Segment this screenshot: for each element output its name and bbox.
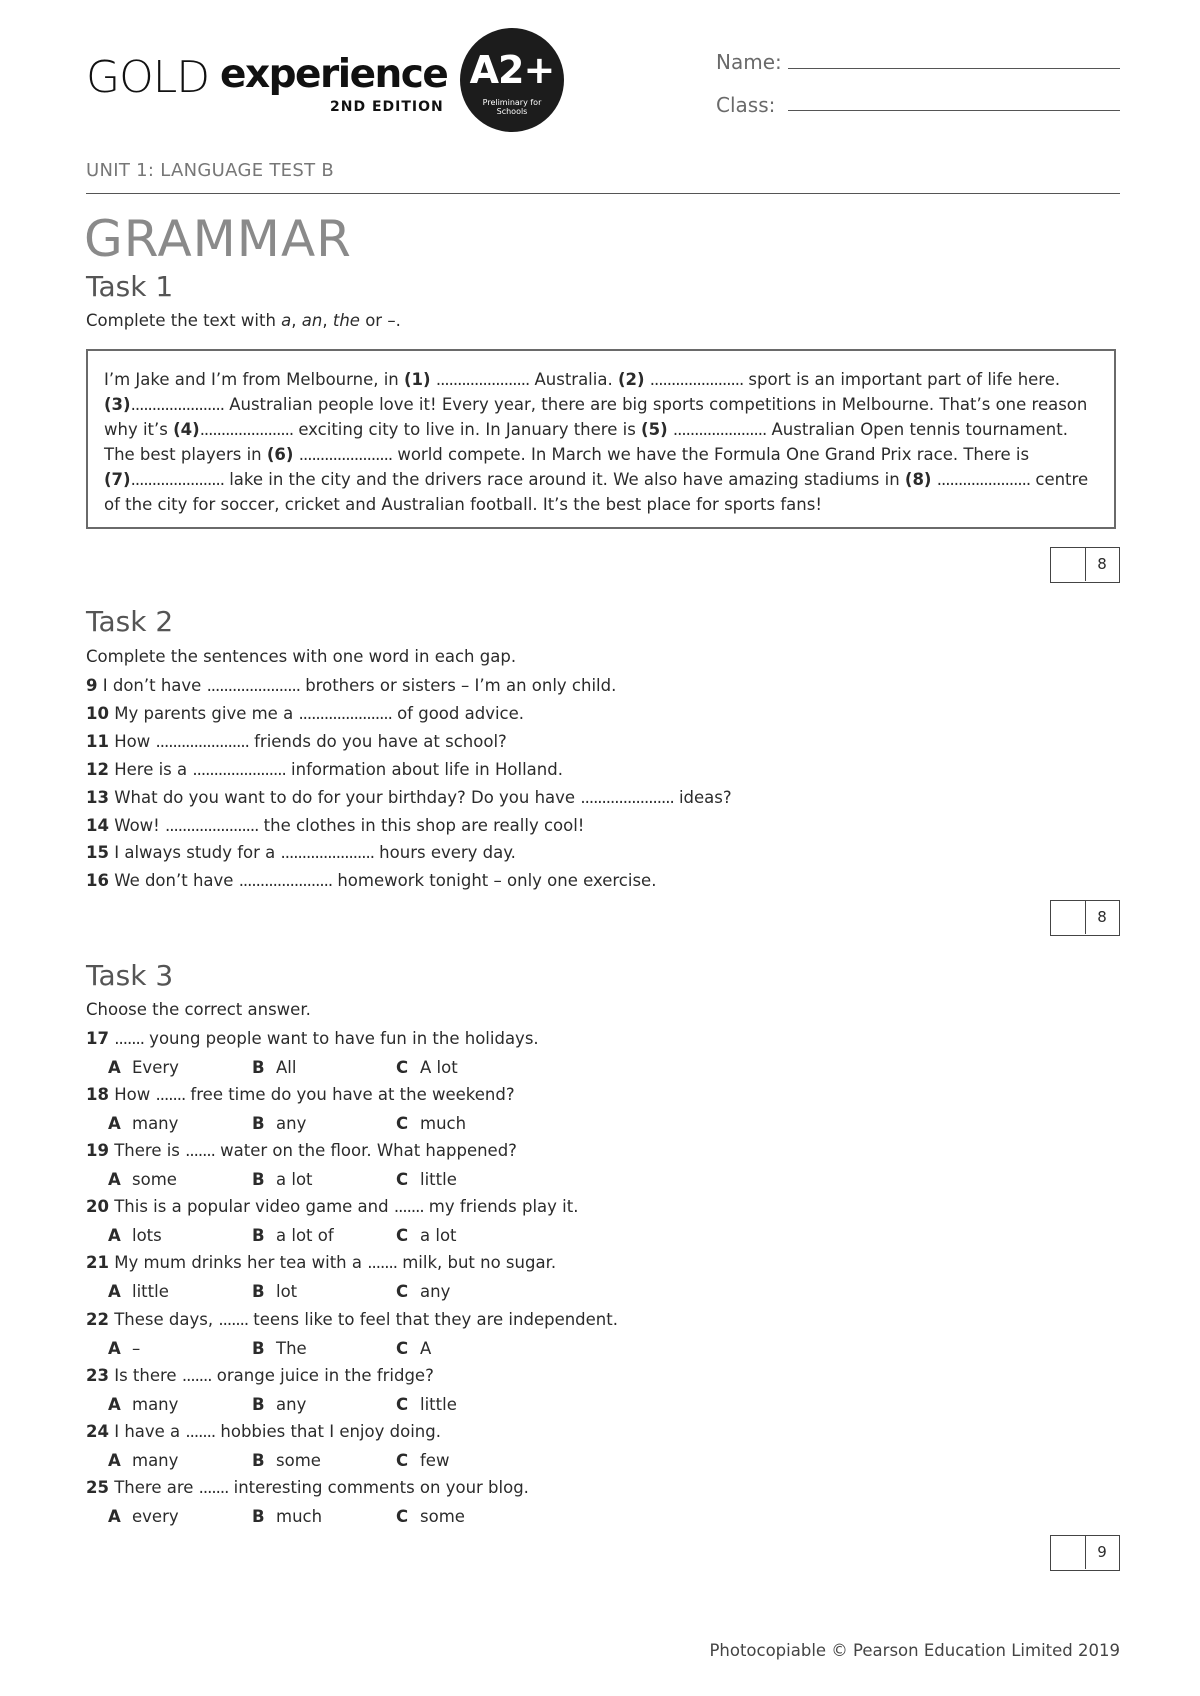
instr-sep: ,: [291, 311, 302, 330]
option-text: lot: [276, 1282, 298, 1302]
score-max: 8: [1097, 555, 1107, 573]
task2-item: [86, 843, 516, 862]
answer-gap: .......: [181, 1365, 212, 1385]
question-number: 18: [86, 1085, 109, 1105]
question-text: water on the floor. What happened?: [214, 1141, 517, 1161]
option-text: much: [420, 1114, 467, 1134]
option-text: a lot: [276, 1170, 313, 1190]
gap-8[interactable]: ......................: [936, 470, 1031, 489]
option-letter: C: [396, 1338, 409, 1358]
task2-item: [86, 760, 563, 779]
copyright-footer: Photocopiable © Pearson Education Limited 2019: [709, 1641, 1120, 1660]
option-letter: C: [396, 1450, 409, 1470]
question-text: young people want to have fun in the holidays.: [143, 1029, 539, 1048]
score-input[interactable]: [1051, 901, 1086, 934]
task2-score-box: [1050, 900, 1120, 936]
item-text: of good advice.: [391, 703, 525, 723]
gap-2[interactable]: ......................: [649, 370, 744, 389]
answer-gap[interactable]: ......................: [238, 871, 333, 891]
class-label: Class:: [716, 93, 776, 117]
option-c[interactable]: [396, 1226, 540, 1245]
question-number: 25: [86, 1477, 109, 1497]
answer-gap[interactable]: ......................: [206, 676, 300, 695]
score-input[interactable]: [1051, 548, 1086, 581]
answer-gap[interactable]: ......................: [580, 787, 674, 807]
option-letter: C: [396, 1114, 409, 1134]
option-a[interactable]: [108, 1507, 252, 1526]
answer-gap[interactable]: ......................: [155, 731, 249, 751]
question-text: Is there: [114, 1365, 182, 1385]
option-text: much: [276, 1506, 323, 1526]
option-letter: A: [108, 1394, 121, 1414]
task3-instruction: Choose the correct answer.: [86, 1000, 311, 1019]
option-text: many: [132, 1114, 179, 1134]
logo-experience: experience: [220, 52, 448, 97]
option-text: many: [132, 1394, 179, 1414]
task3-question: [86, 1310, 618, 1329]
task2-item: [86, 816, 584, 835]
task3-options: [108, 1451, 540, 1470]
task3-options: [108, 1282, 540, 1301]
task2-instruction: Complete the sentences with one word in each gap.: [86, 647, 517, 666]
passage-text: sport is an important part of life here.: [743, 370, 1061, 389]
question-text: hobbies that I enjoy doing.: [215, 1421, 441, 1441]
passage-text: centre of the city for soccer, cricket and Australian football. It’s the best place for sports fans!: [104, 470, 1089, 514]
option-a[interactable]: [108, 1339, 252, 1358]
answer-gap[interactable]: ......................: [280, 843, 374, 863]
task1-passage: [86, 349, 1116, 529]
gap-7[interactable]: ......................: [130, 470, 224, 489]
option-text: A: [420, 1338, 432, 1358]
option-text: a lot: [420, 1226, 457, 1246]
item-number: 12: [86, 759, 109, 779]
question-number: 23: [86, 1365, 109, 1385]
option-letter: A: [108, 1058, 121, 1077]
task3-options: [108, 1395, 540, 1414]
option-letter: C: [396, 1282, 409, 1302]
option-letter: B: [252, 1394, 265, 1414]
option-text: A lot: [420, 1058, 458, 1077]
option-a[interactable]: [108, 1058, 252, 1077]
score-max: 9: [1097, 1543, 1107, 1561]
option-c[interactable]: [396, 1282, 540, 1301]
gap-marker: (2): [617, 370, 645, 389]
task3-options: [108, 1339, 540, 1358]
option-text: many: [132, 1450, 179, 1470]
option-letter: A: [108, 1282, 121, 1302]
item-number: 9: [86, 676, 98, 695]
question-text: milk, but no sugar.: [396, 1253, 557, 1273]
section-title: GRAMMAR: [84, 210, 352, 268]
gap-6[interactable]: ......................: [298, 445, 393, 464]
option-text: little: [132, 1282, 169, 1302]
option-text: The: [276, 1338, 307, 1358]
name-field[interactable]: [788, 68, 1120, 69]
gap-1[interactable]: ......................: [435, 370, 530, 389]
gap-4[interactable]: ......................: [199, 420, 294, 439]
task1-score-box: [1050, 547, 1120, 583]
question-text: teens like to feel that they are independent.: [248, 1309, 618, 1329]
item-text: ideas?: [673, 787, 732, 807]
instr-text: Complete the text with: [86, 311, 282, 330]
task3-options: [108, 1058, 540, 1077]
task3-question: [86, 1366, 434, 1385]
item-number: 11: [86, 731, 109, 751]
option-b[interactable]: [252, 1507, 396, 1526]
gap-3[interactable]: ......................: [130, 395, 224, 414]
option-text: little: [420, 1170, 457, 1190]
option-letter: B: [252, 1282, 265, 1302]
option-c[interactable]: [396, 1114, 540, 1133]
item-number: 16: [86, 871, 109, 891]
item-text: Wow!: [114, 815, 166, 835]
option-c[interactable]: [396, 1507, 540, 1526]
option-letter: A: [108, 1170, 121, 1190]
item-text: friends do you have at school?: [248, 731, 507, 751]
gap-marker: (5): [641, 420, 668, 439]
option-letter: B: [252, 1114, 265, 1134]
passage-text: exciting city to live in. In January there is: [293, 420, 642, 439]
task2-item: [86, 676, 616, 695]
item-text: information about life in Holland.: [285, 759, 563, 779]
passage-text: Australian Open tennis tournament. The best players in: [104, 420, 1068, 464]
item-number: 14: [86, 815, 109, 835]
option-c[interactable]: [396, 1058, 540, 1077]
answer-gap[interactable]: ......................: [192, 759, 286, 779]
option-letter: C: [396, 1506, 409, 1526]
item-text: My parents give me a: [114, 703, 299, 723]
option-text: few: [420, 1450, 450, 1470]
item-text: I don’t have: [102, 676, 207, 695]
question-text: I have a: [114, 1421, 186, 1441]
instr-an: an: [301, 311, 323, 330]
task3-options: [108, 1507, 540, 1526]
task3-question: [86, 1029, 539, 1048]
question-text: My mum drinks her tea with a: [114, 1253, 368, 1273]
option-letter: A: [108, 1450, 121, 1470]
item-text: the clothes in this shop are really cool!: [258, 815, 585, 835]
instr-a: a: [281, 311, 292, 330]
question-text: There is: [114, 1141, 186, 1161]
answer-gap[interactable]: ......................: [165, 815, 259, 835]
option-text: some: [420, 1506, 465, 1526]
option-letter: A: [108, 1338, 121, 1358]
level-badge: [460, 28, 564, 132]
instr-sep: ,: [322, 311, 333, 330]
gap-marker: (4): [173, 420, 200, 439]
level-text: A2+: [469, 48, 555, 92]
option-c[interactable]: [396, 1451, 540, 1470]
option-letter: B: [252, 1226, 265, 1246]
gap-5[interactable]: ......................: [672, 420, 767, 439]
question-text: free time do you have at the weekend?: [185, 1085, 515, 1105]
passage-text: world compete. In March we have the Formula One Grand Prix race. There is: [392, 445, 1030, 464]
option-c[interactable]: [396, 1339, 540, 1358]
option-text: some: [132, 1170, 177, 1190]
option-a[interactable]: [108, 1395, 252, 1414]
question-number: 19: [86, 1141, 109, 1161]
option-letter: C: [396, 1226, 409, 1246]
name-label: Name:: [716, 50, 782, 74]
task3-options: [108, 1226, 540, 1245]
class-field[interactable]: [788, 110, 1120, 111]
option-b[interactable]: [252, 1170, 396, 1189]
header-divider: [86, 193, 1120, 194]
task3-question: [86, 1085, 515, 1104]
option-b[interactable]: [252, 1226, 396, 1245]
task3-question: [86, 1478, 529, 1497]
option-a[interactable]: [108, 1114, 252, 1133]
item-text: What do you want to do for your birthday? Do you have: [114, 787, 581, 807]
score-max: 8: [1097, 908, 1107, 926]
option-b[interactable]: [252, 1058, 396, 1077]
option-a[interactable]: [108, 1226, 252, 1245]
option-letter: A: [108, 1506, 121, 1526]
instr-text: or –.: [359, 311, 401, 330]
answer-gap: .......: [393, 1197, 424, 1217]
answer-gap: .......: [155, 1085, 186, 1105]
answer-gap: .......: [367, 1253, 397, 1273]
score-input[interactable]: [1051, 1536, 1086, 1569]
option-letter: B: [252, 1338, 265, 1358]
option-text: All: [276, 1058, 297, 1077]
option-letter: A: [108, 1114, 121, 1134]
option-a[interactable]: [108, 1170, 252, 1189]
gap-marker: (1): [404, 370, 431, 389]
task3-options: [108, 1170, 540, 1189]
item-text: hours every day.: [373, 843, 516, 863]
task3-question: [86, 1422, 441, 1441]
option-letter: C: [396, 1394, 409, 1414]
question-text: How: [114, 1085, 156, 1105]
logo-gold: GOLD: [86, 52, 210, 103]
question-text: There are: [114, 1477, 199, 1497]
task2-item: [86, 704, 524, 723]
answer-gap[interactable]: ......................: [298, 703, 392, 723]
task1-title: Task 1: [86, 270, 174, 303]
passage-text: I’m Jake and I’m from Melbourne, in: [104, 370, 405, 389]
question-number: 21: [86, 1253, 109, 1273]
option-letter: C: [396, 1170, 409, 1190]
task3-title: Task 3: [86, 959, 174, 992]
question-number: 17: [86, 1029, 109, 1048]
task2-item: [86, 871, 656, 890]
option-text: any: [276, 1114, 307, 1134]
task2-title: Task 2: [86, 605, 174, 638]
option-text: Every: [132, 1058, 179, 1077]
option-b[interactable]: [252, 1114, 396, 1133]
option-a[interactable]: [108, 1282, 252, 1301]
answer-gap: .......: [114, 1029, 144, 1048]
level-subtitle: Preliminary for Schools: [482, 98, 542, 116]
gap-marker: (7): [104, 470, 131, 489]
item-number: 10: [86, 703, 109, 723]
answer-gap: .......: [198, 1477, 229, 1497]
task3-question: [86, 1141, 517, 1160]
gap-marker: (6): [266, 445, 294, 464]
option-letter: B: [252, 1450, 265, 1470]
option-a[interactable]: [108, 1451, 252, 1470]
option-text: every: [132, 1506, 179, 1526]
edition-label: 2ND EDITION: [330, 99, 444, 115]
task2-item: [86, 788, 732, 807]
option-letter: B: [252, 1170, 265, 1190]
item-text: Here is a: [114, 759, 193, 779]
question-text: orange juice in the fridge?: [211, 1365, 434, 1385]
task1-instruction: [86, 311, 401, 330]
option-text: some: [276, 1450, 321, 1470]
task2-item: [86, 732, 507, 751]
item-text: brothers or sisters – I’m an only child.: [299, 676, 617, 695]
unit-title: UNIT 1: LANGUAGE TEST B: [86, 160, 335, 181]
option-text: any: [420, 1282, 451, 1302]
task3-question: [86, 1197, 578, 1216]
question-number: 22: [86, 1309, 109, 1329]
question-text: These days,: [114, 1309, 219, 1329]
option-b[interactable]: [252, 1339, 396, 1358]
answer-gap: .......: [185, 1141, 215, 1161]
gap-marker: (3): [104, 395, 131, 414]
item-text: homework tonight – only one exercise.: [332, 871, 657, 891]
passage-text: Australia.: [529, 370, 618, 389]
option-b[interactable]: [252, 1451, 396, 1470]
option-letter: A: [108, 1226, 121, 1246]
item-text: I always study for a: [114, 843, 281, 863]
item-number: 13: [86, 787, 109, 807]
answer-gap: .......: [185, 1421, 216, 1441]
option-c[interactable]: [396, 1170, 540, 1189]
question-number: 20: [86, 1197, 109, 1217]
option-b[interactable]: [252, 1282, 396, 1301]
item-number: 15: [86, 843, 109, 863]
option-text: little: [420, 1394, 457, 1414]
option-text: –: [132, 1338, 141, 1358]
question-text: This is a popular video game and: [114, 1197, 394, 1217]
task3-question: [86, 1253, 556, 1272]
option-letter: B: [252, 1506, 265, 1526]
option-text: a lot of: [276, 1226, 334, 1246]
option-letter: B: [252, 1058, 265, 1077]
option-text: lots: [132, 1226, 162, 1246]
passage-text: Australian people love it! Every year, there are big sports competitions in Melbourne. That’s one reason why it’s: [104, 395, 1088, 439]
item-text: How: [114, 731, 156, 751]
task3-options: [108, 1114, 540, 1133]
question-text: my friends play it.: [423, 1197, 579, 1217]
instr-the: the: [332, 311, 360, 330]
task3-score-box: [1050, 1535, 1120, 1571]
question-number: 24: [86, 1421, 109, 1441]
option-b[interactable]: [252, 1395, 396, 1414]
passage-text: lake in the city and the drivers race around it. We also have amazing stadiums in: [223, 470, 905, 489]
option-text: any: [276, 1394, 307, 1414]
answer-gap: .......: [218, 1309, 249, 1329]
item-text: We don’t have: [114, 871, 239, 891]
question-text: interesting comments on your blog.: [228, 1477, 529, 1497]
option-letter: C: [396, 1058, 409, 1077]
gap-marker: (8): [904, 470, 932, 489]
option-c[interactable]: [396, 1395, 540, 1414]
